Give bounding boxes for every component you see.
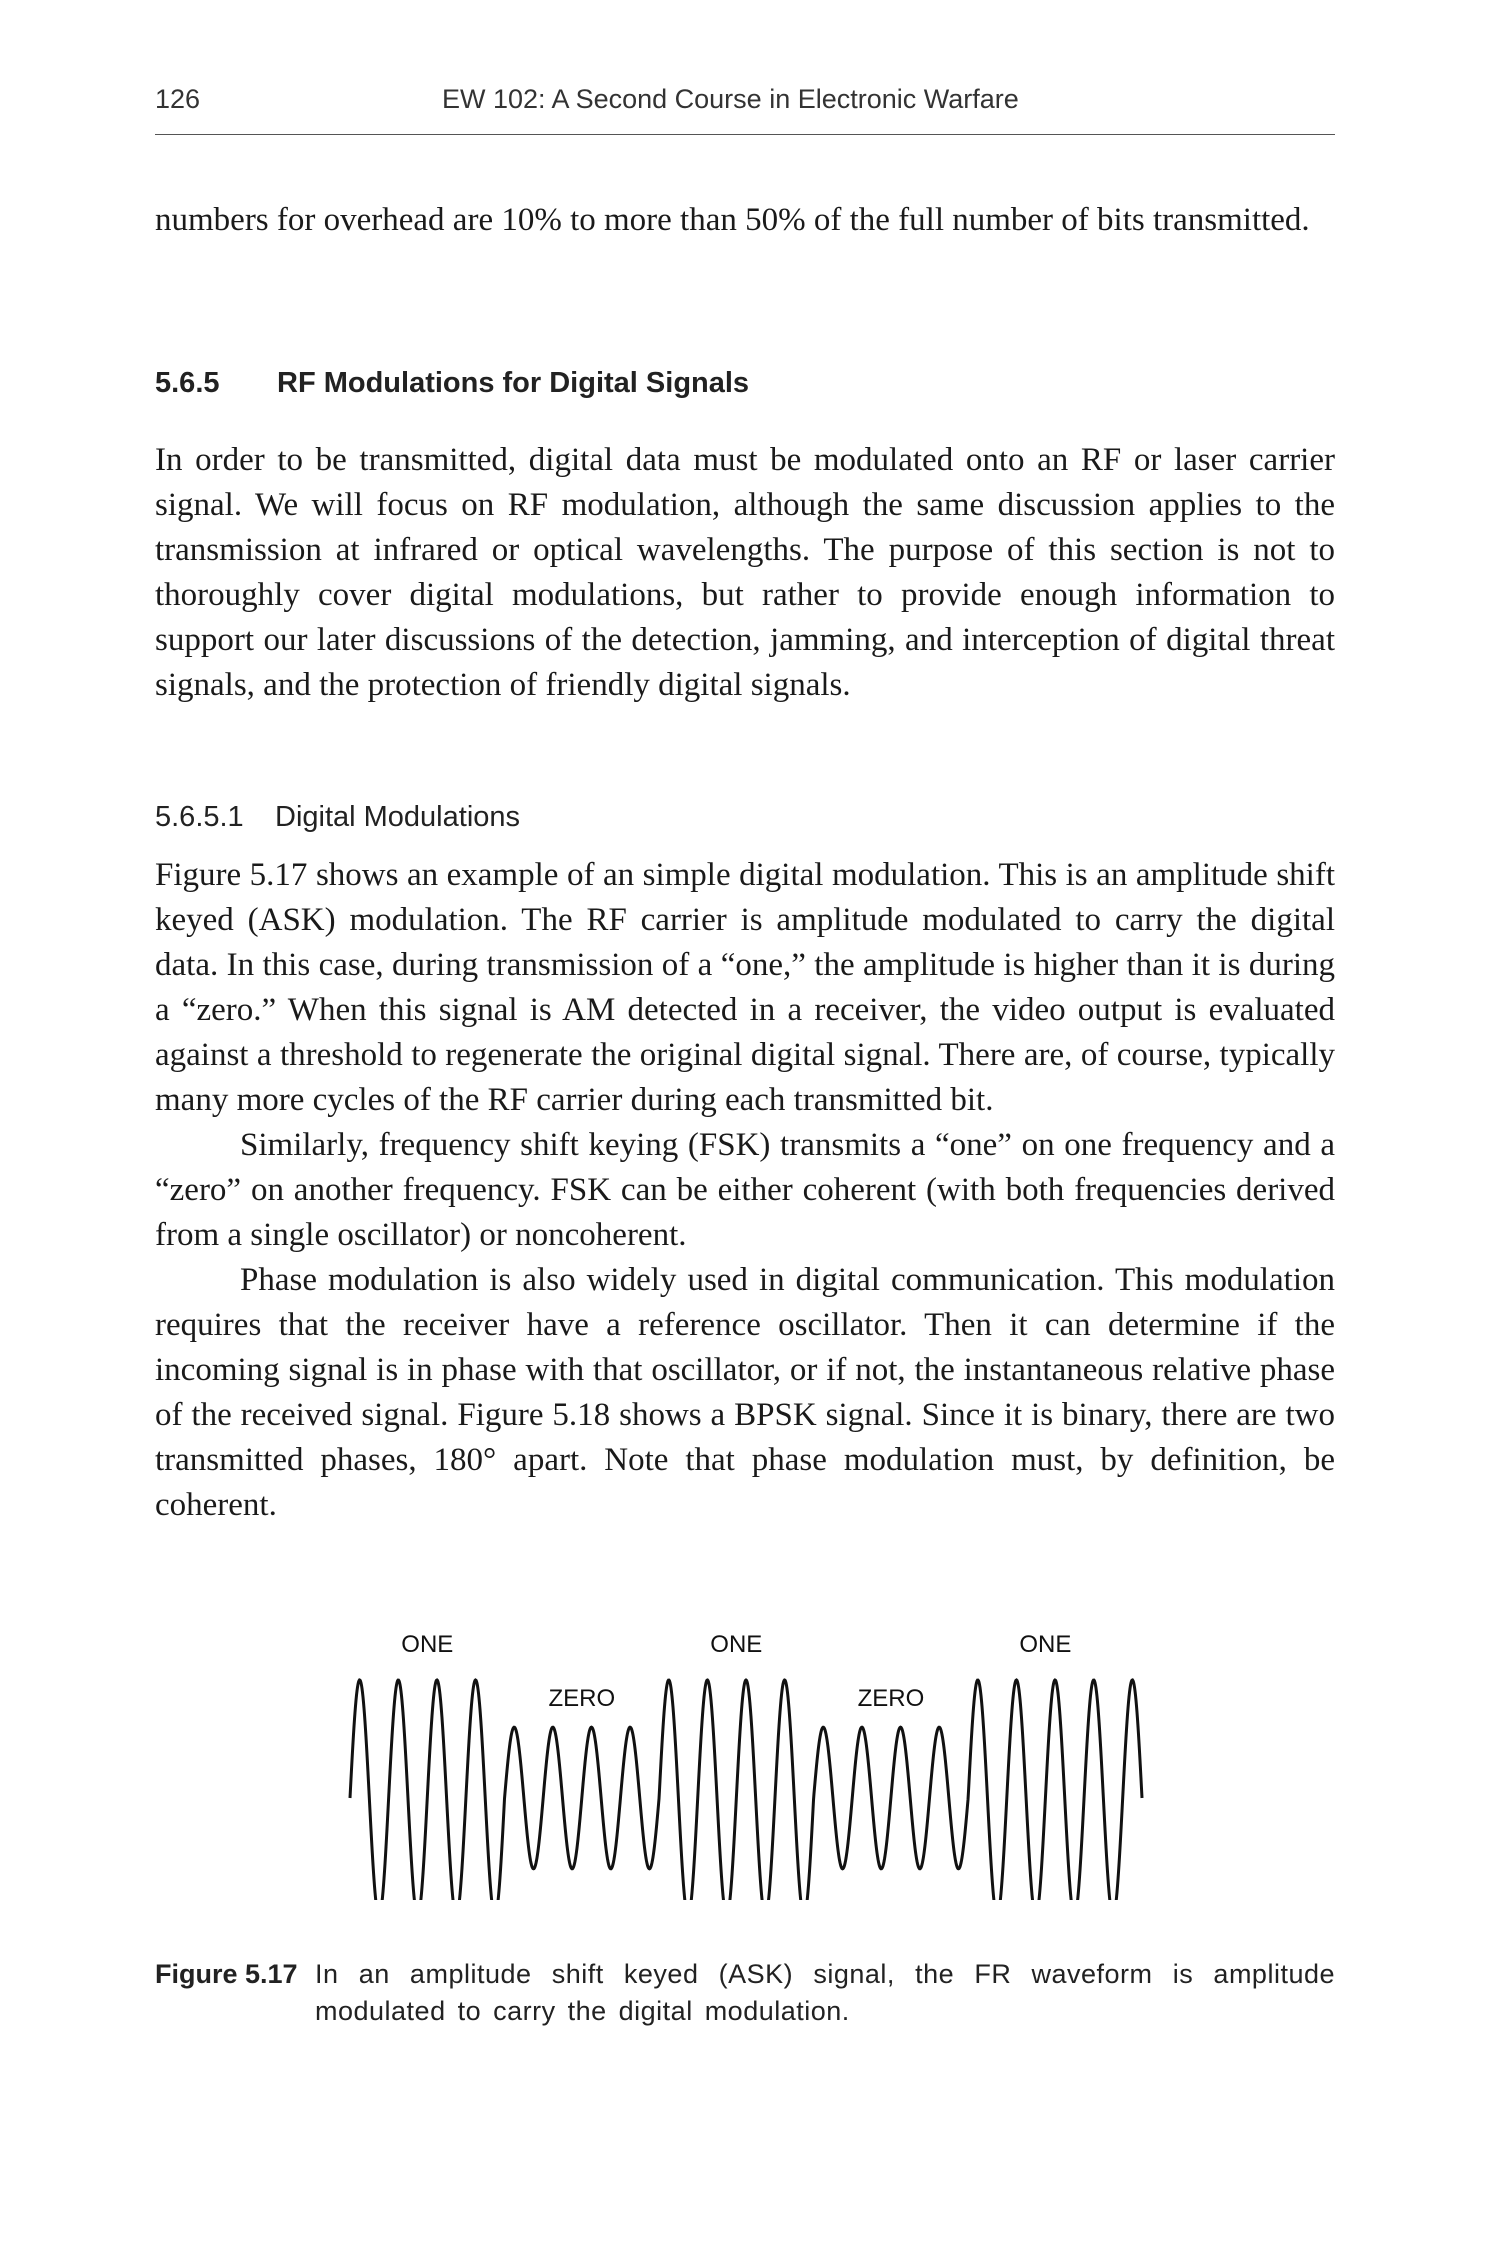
- figure-ask-waveform: [340, 1620, 1160, 1900]
- subsection-number: 5.6.5.1: [155, 801, 244, 833]
- paragraph-phase: Phase modulation is also widely used in digital communication. This modulation requires that the receiver have a reference oscillator. Then it can determine if the incoming signal is in phase with that oscillator, or if not, the instantaneous relative phase of the received signal. Figure 5.18 shows a BPSK signal. Since it is binary, there are two transmitted phases, 180° apart. Note that phase modulation must, by definition, be coherent.: [155, 1262, 1335, 1523]
- page-header: [155, 84, 1335, 135]
- page-number: 126: [155, 84, 201, 114]
- paragraph-ask: Figure 5.17 shows an example of an simple digital modulation. This is an amplitude shift keyed (ASK) modulation. The RF carrier is amplitude modulated to carry the digital data. In this case, during transmission of a “one,” the amplitude is higher than it is during a “zero.” When this signal is AM detected in a receiver, the video output is evaluated against a threshold to regenerate the original digital signal. There are, of course, typically many more cycles of the RF carrier during each transmitted bit.: [155, 857, 1335, 1118]
- caption-text: In an amplitude shift keyed (ASK) signal, the FR waveform is amplitude modulated to carry the digital modulation.: [315, 1959, 1335, 2026]
- waveform-label-one: ONE: [1019, 1631, 1072, 1658]
- section-title: RF Modulations for Digital Signals: [277, 367, 750, 399]
- waveform-label-one: ONE: [401, 1631, 454, 1658]
- waveform-label-zero: ZERO: [857, 1685, 925, 1712]
- paragraph-fsk: Similarly, frequency shift keying (FSK) transmits a “one” on one frequency and a “zero” on another frequency. FSK can be either coherent (with both frequencies derived from a single oscillator) or noncoherent.: [155, 1127, 1335, 1253]
- waveform-label-one: ONE: [710, 1631, 763, 1658]
- paragraph-intro: In order to be transmitted, digital data must be modulated onto an RF or laser carrier signal. We will focus on RF modulation, although the same discussion applies to the transmission at infrared or optical wavelengths. The purpose of this section is not to thoroughly cover digital modulations, but rather to provide enough information to support our later discussions of the detection, jamming, and interception of digital threat signals, and the protection of friendly digital signals.: [155, 442, 1335, 703]
- running-head: EW 102: A Second Course in Electronic Warfare: [442, 84, 1019, 114]
- ask-waveform-line: [350, 1680, 1142, 1900]
- paragraph-overhead: numbers for overhead are 10% to more than 50% of the full number of bits transmitted.: [155, 202, 1310, 238]
- subsection-heading: [155, 801, 520, 834]
- section-number: 5.6.5: [155, 367, 220, 399]
- ask-waveform-chart: [340, 1620, 1160, 1900]
- subsection-title: Digital Modulations: [275, 801, 521, 833]
- caption-label: Figure 5.17: [155, 1959, 298, 1989]
- text-block: [155, 853, 1335, 1528]
- section-heading: [155, 367, 749, 400]
- waveform-label-zero: ZERO: [548, 1685, 616, 1712]
